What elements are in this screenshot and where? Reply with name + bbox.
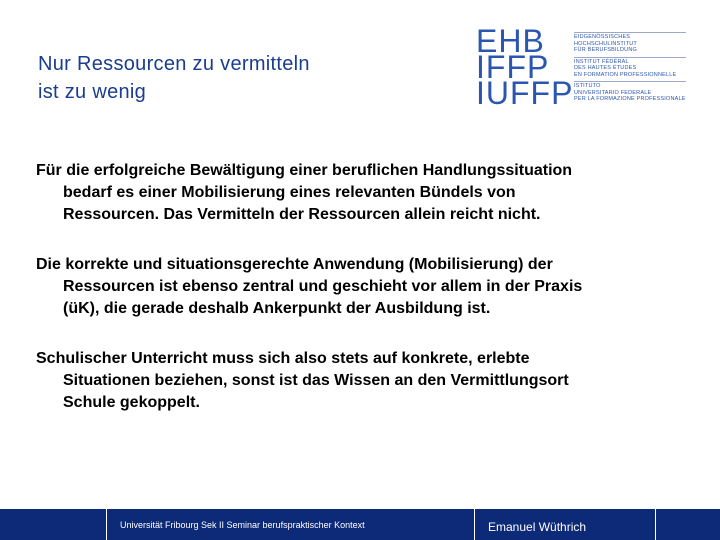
logo-acronyms: [476, 23, 574, 111]
paragraph-line: Schulischer Unterricht muss sich also stets auf konkrete, erlebte: [36, 350, 530, 367]
paragraph-line: Die korrekte und situationsgerechte Anwendung (Mobilisierung) der: [36, 256, 553, 273]
paragraph-3: [36, 348, 696, 414]
logo-text-line: HOCHSCHULINSTITUT: [574, 40, 637, 47]
logo-acronym-iffp: IFFP: [476, 49, 550, 85]
logo-name-german: [574, 32, 686, 54]
paragraph-line: Ressourcen. Das Vermitteln der Ressourcen allein reicht nicht.: [63, 206, 541, 223]
footer-divider: [474, 509, 475, 540]
logo-text-line: ISTITUTO: [574, 83, 601, 89]
footer-divider: [655, 509, 656, 540]
logo-name-italian: [574, 81, 686, 103]
paragraph-line: Für die erfolgreiche Bewältigung einer beruflichen Handlungssituation: [36, 162, 573, 179]
paragraph-1: [36, 160, 696, 226]
logo-institution-names: [574, 32, 686, 106]
institution-logo: [476, 23, 716, 118]
footer-divider: [106, 509, 107, 540]
logo-text-line: INSTITUT FÉDÉRAL: [574, 58, 629, 65]
logo-text-line: EN FORMATION PROFESSIONNELLE: [574, 71, 677, 78]
logo-acronym-iuffp: IUFFP: [476, 75, 574, 111]
slide-title: [38, 50, 438, 106]
slide-title-line-1: Nur Ressourcen zu vermitteln: [38, 53, 310, 75]
logo-text-line: DES HAUTES ÉTUDES: [574, 65, 637, 71]
logo-acronym-ehb: EHB: [476, 23, 545, 59]
footer-course-info: Universität Fribourg Sek II Seminar berufspraktischer Kontext: [120, 520, 365, 530]
footer-author: Emanuel Wüthrich: [488, 520, 587, 534]
slide-title-line-2: ist zu wenig: [38, 81, 147, 103]
footer-bar: [0, 509, 720, 540]
paragraph-line: Schule gekoppelt.: [63, 394, 200, 411]
logo-text-line: FÜR BERUFSBILDUNG: [574, 47, 637, 53]
paragraph-line: Situationen beziehen, sonst ist das Wissen an den Vermittlungsort: [63, 372, 569, 389]
logo-text-line: EIDGENÖSSISCHES: [574, 34, 631, 40]
logo-text-line: UNIVERSITARIO FEDERALE: [574, 89, 652, 96]
logo-text-line: PER LA FORMAZIONE PROFESSIONALE: [574, 96, 686, 102]
slide-body: [36, 160, 696, 442]
paragraph-line: (üK), die gerade deshalb Ankerpunkt der Ausbildung ist.: [63, 300, 491, 317]
paragraph-line: bedarf es einer Mobilisierung eines relevanten Bündels von: [63, 184, 516, 201]
paragraph-2: [36, 254, 696, 320]
logo-name-french: [574, 57, 686, 79]
paragraph-line: Ressourcen ist ebenso zentral und geschieht vor allem in der Praxis: [63, 278, 583, 295]
